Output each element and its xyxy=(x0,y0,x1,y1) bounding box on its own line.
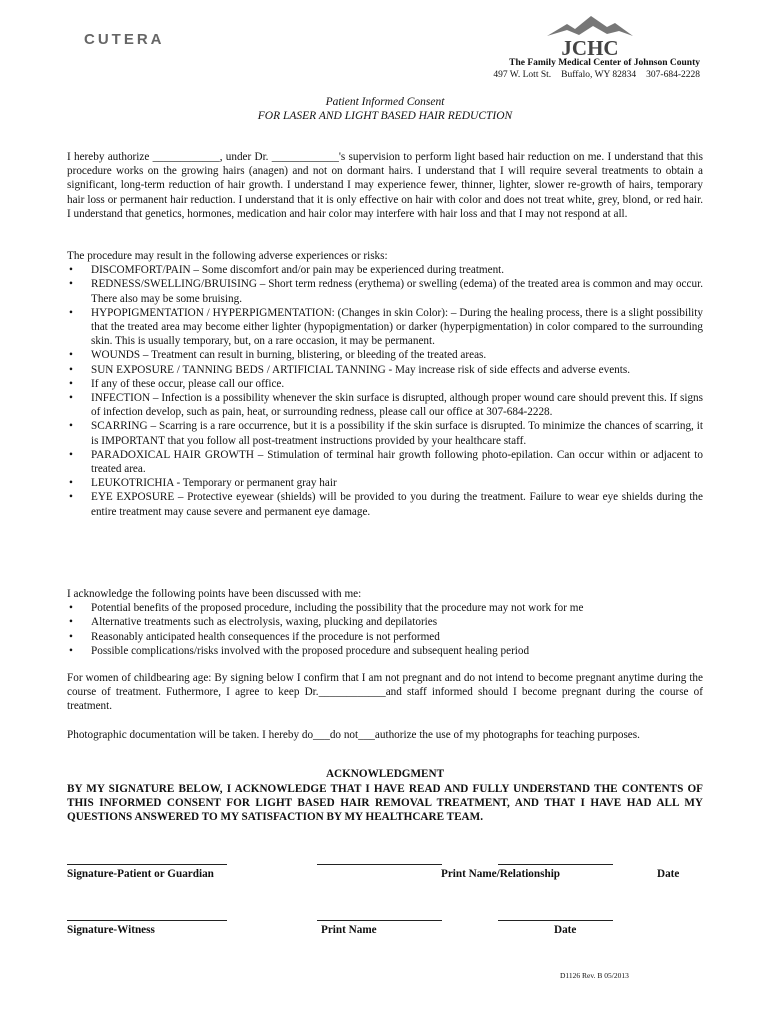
signature-patient-line[interactable] xyxy=(67,864,227,865)
list-item: • Potential benefits of the proposed procedure, including the possibility that the procedure may not work for me xyxy=(91,601,703,615)
list-item: • PARADOXICAL HAIR GROWTH – Stimulation of terminal hair growth following photo-epilation. Can occur within or adjacent to treated area. xyxy=(91,448,703,476)
photo-consent-paragraph: Photographic documentation will be taken. I hereby do___do not___authorize the use of my photographs for teaching purposes. xyxy=(67,729,640,741)
list-item: • LEUKOTRICHIA - Temporary or permanent gray hair xyxy=(91,476,703,490)
acknowledge-points-section xyxy=(67,587,703,658)
list-item: • SUN EXPOSURE / TANNING BEDS / ARTIFICIAL TANNING - May increase risk of side effects and adverse events. xyxy=(91,363,703,377)
svg-text:JCHC: JCHC xyxy=(561,36,619,58)
intro-paragraph: I hereby authorize ____________, under Dr. ____________'s supervision to perform light based hair reduction on me. I understand that this procedure works on the growing hairs (anagen) and not on dormant hairs. I understand that I will require several treatments to obtain a significant, long-term reduction of hair growth. I understand I may experience fewer, thinner, lighter, slower re-growth of hairs, temporary hair loss or permanent hair reduction. I understand that it is only effective on hair with color and does not treat white, grey, blond, or red hair. I understand that genetics, hormones, medication and hair color may interfere with hair loss and that I may not respond at all. xyxy=(67,151,703,220)
address-phone: 307-684-2228 xyxy=(646,70,700,80)
list-item: • REDNESS/SWELLING/BRUISING – Short term redness (erythema) or swelling (edema) of the treated area is common and may occur. There also may be some bruising. xyxy=(91,277,703,305)
acknowledge-points-heading: I acknowledge the following points have been discussed with me: xyxy=(67,588,362,600)
signature-patient-label: Signature-Patient or Guardian xyxy=(67,868,214,880)
list-item: • If any of these occur, please call our office. xyxy=(91,377,703,391)
print-name-relationship-label: Print Name/Relationship xyxy=(441,868,561,880)
list-item: • EYE EXPOSURE – Protective eyewear (shields) will be provided to you during the treatment. Failure to wear eye shields during the entire treatment may cause severe and permanent eye damage. xyxy=(91,490,703,518)
acknowledge-points-list xyxy=(67,601,703,658)
list-item: • SCARRING – Scarring is a rare occurrence, but it is a possibility if the skin surface is disrupted. To minimize the chances of scarring, it is IMPORTANT that you follow all post-treatment instructions provided by your healthcare staff. xyxy=(91,419,703,447)
address-street: 497 W. Lott St. xyxy=(493,70,552,80)
list-item: • Possible complications/risks involved with the proposed procedure and subsequent healing period xyxy=(91,644,703,658)
document-subtitle: FOR LASER AND LIGHT BASED HAIR REDUCTION xyxy=(257,110,513,122)
pregnancy-paragraph: For women of childbearing age: By signing below I confirm that I am not pregnant and do not intend to become pregnant anytime during the course of treatment. Futhermore, I agree to keep Dr.____________and staff informed should I become pregnant during the course of treatment. xyxy=(67,672,703,713)
signature-witness-line[interactable] xyxy=(67,920,227,921)
document-title: Patient Informed Consent xyxy=(325,96,445,108)
date-line-2[interactable] xyxy=(498,920,613,921)
address-city: Buffalo, WY 82834 xyxy=(561,70,637,80)
signature-witness-label: Signature-Witness xyxy=(67,924,155,936)
list-item: • INFECTION – Infection is a possibility whenever the skin surface is disrupted, although proper wound care should prevent this. If signs of infection develop, such as pain, heat, or surrounding redness, please call our office at 307-684-2228. xyxy=(91,391,703,419)
date-label-2: Date xyxy=(554,924,577,936)
org-name: The Family Medical Center of Johnson County xyxy=(509,58,700,68)
cutera-logo xyxy=(84,30,196,48)
svg-text:CUTERA: CUTERA xyxy=(84,31,165,48)
list-item: • Alternative treatments such as electrolysis, waxing, plucking and depilatories xyxy=(91,615,703,629)
org-address xyxy=(483,69,700,81)
risks-heading: The procedure may result in the following adverse experiences or risks: xyxy=(67,250,388,262)
list-item: • WOUNDS – Treatment can result in burning, blistering, or bleeding of the treated areas. xyxy=(91,348,703,362)
jchc-mountain-logo xyxy=(545,14,635,58)
list-item: • Reasonably anticipated health consequences if the procedure is not performed xyxy=(91,630,703,644)
list-item: • HYPOPIGMENTATION / HYPERPIGMENTATION: (Changes in skin Color): – During the healing process, there is a slight possibility that the treated area may become either lighter (hypopigmentation) or darker (hyperpigmentation) in color compared to the surrounding skin. This is usually temporary, but, on a rare occasion, it may be permanent. xyxy=(91,306,703,349)
risks-list xyxy=(67,263,703,519)
print-name-relationship-line[interactable] xyxy=(317,864,442,865)
list-item: • DISCOMFORT/PAIN – Some discomfort and/or pain may be experienced during treatment. xyxy=(91,263,703,277)
date-label-1: Date xyxy=(657,868,680,880)
form-code: D1126 Rev. B 05/2013 xyxy=(560,971,629,980)
acknowledgment-heading: ACKNOWLEDGMENT xyxy=(325,768,445,780)
acknowledgment-body: BY MY SIGNATURE BELOW, I ACKNOWLEDGE THAT I HAVE READ AND FULLY UNDERSTAND THE CONTENTS OF THIS INFORMED CONSENT FOR LIGHT BASED HAIR REMOVAL TREATMENT, AND THAT I HAVE HAD ALL MY QUESTIONS ANSWERED TO MY SATISFACTION BY MY HEALTHCARE TEAM. xyxy=(67,783,703,824)
print-name-line[interactable] xyxy=(317,920,442,921)
date-line-1[interactable] xyxy=(498,864,613,865)
mountain-icon xyxy=(547,16,633,36)
print-name-label: Print Name xyxy=(321,924,377,936)
risks-section xyxy=(67,249,703,519)
